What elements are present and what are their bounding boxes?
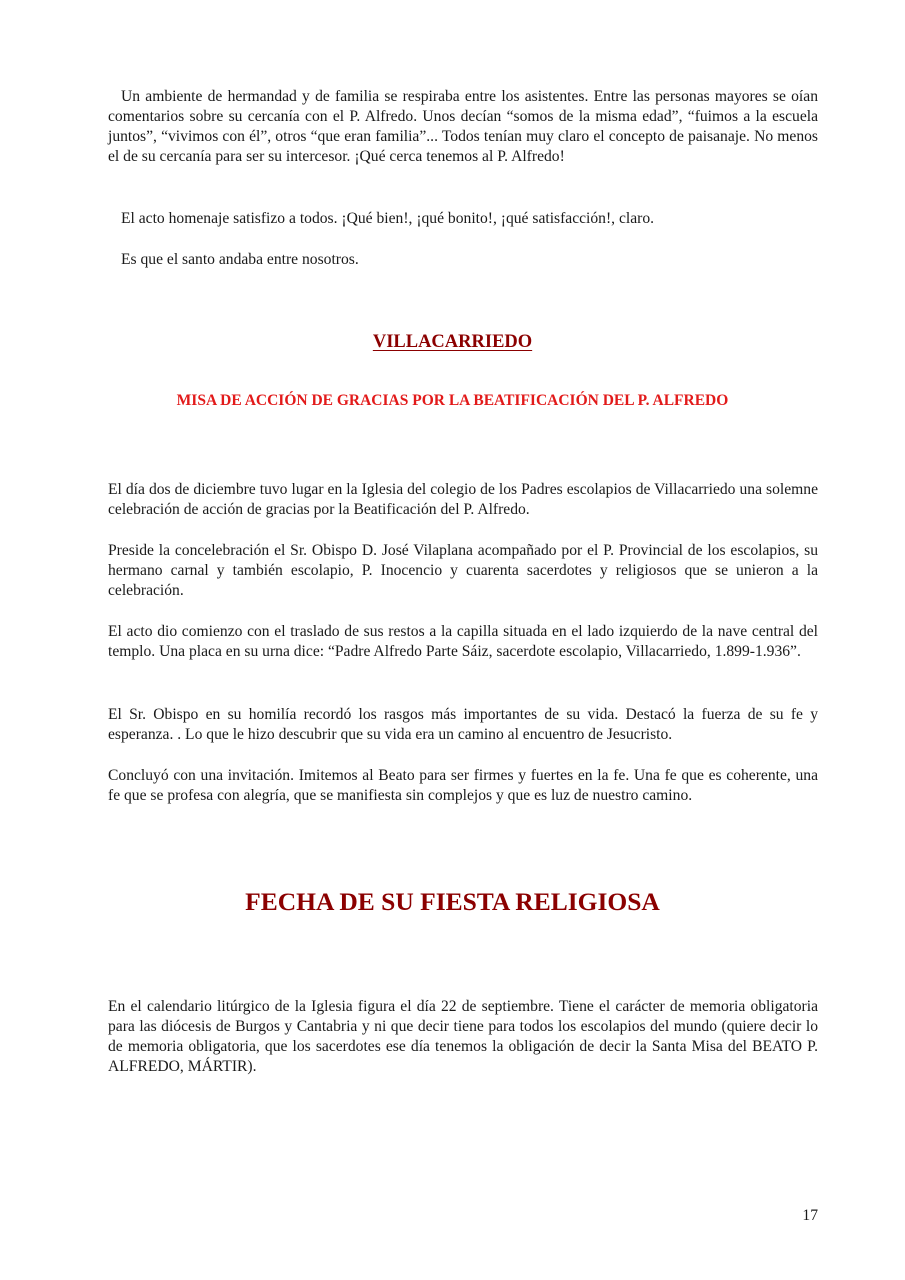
section-title-fiesta: FECHA DE SU FIESTA RELIGIOSA: [245, 887, 660, 916]
villacarriedo-paragraph-5: Concluyó con una invitación. Imitemos al Beato para ser firmes y fuertes en la fe. Una fe que es coherente, una fe que se profesa con alegría, que se manifiesta sin complejos y que es luz de nuestro camino.: [108, 767, 818, 804]
intro-paragraph-2: El acto homenaje satisfizo a todos. ¡Qué bien!, ¡qué bonito!, ¡qué satisfacción!, claro.: [121, 210, 655, 227]
intro-paragraph-3: Es que el santo andaba entre nosotros.: [121, 251, 359, 268]
intro-paragraph-1: Un ambiente de hermandad y de familia se respiraba entre los asistentes. Entre las personas mayores se oían comentarios sobre su cercanía con el P. Alfredo. Unos decían “somos de la misma edad”, “fuimos a la escuela juntos”, “vivimos con él”, otros “que eran familia”... Todos tenían muy claro el concepto de paisanaje. No menos el de su cercanía para ser su intercesor. ¡Qué cerca tenemos al P. Alfredo!: [108, 88, 818, 165]
villacarriedo-paragraph-1: El día dos de diciembre tuvo lugar en la Iglesia del colegio de los Padres escolapios de Villacarriedo una solemne celebración de acción de gracias por la Beatificación del P. Alfredo.: [108, 481, 818, 518]
page-number: 17: [802, 1207, 818, 1224]
section-subtitle-misa: MISA DE ACCIÓN DE GRACIAS POR LA BEATIFICACIÓN DEL P. ALFREDO: [176, 392, 729, 409]
villacarriedo-paragraph-2: Preside la concelebración el Sr. Obispo D. José Vilaplana acompañado por el P. Provincial de los escolapios, su hermano carnal y también escolapio, P. Inocencio y cuarenta sacerdotes y religiosos que se unieron a la celebración.: [108, 542, 818, 599]
villacarriedo-paragraph-3: El acto dio comienzo con el traslado de sus restos a la capilla situada en el lado izquierdo de la nave central del templo. Una placa en su urna dice: “Padre Alfredo Parte Sáiz, sacerdote escolapio, Villacarriedo, 1.899-1.936”.: [108, 623, 818, 660]
fiesta-paragraph: En el calendario litúrgico de la Iglesia figura el día 22 de septiembre. Tiene el carácter de memoria obligatoria para las diócesis de Burgos y Cantabria y ni que decir tiene para todos los escolapios del mundo (quiere decir lo de memoria obligatoria, que los sacerdotes ese día tenemos la obligación de decir la Santa Misa del BEATO P. ALFREDO, MÁRTIR).: [108, 998, 818, 1075]
villacarriedo-paragraph-4: El Sr. Obispo en su homilía recordó los rasgos más importantes de su vida. Destacó la fuerza de su fe y esperanza. . Lo que le hizo descubrir que su vida era un camino al encuentro de Jesucristo.: [108, 706, 818, 743]
section-title-villacarriedo: VILLACARRIEDO: [372, 332, 533, 352]
